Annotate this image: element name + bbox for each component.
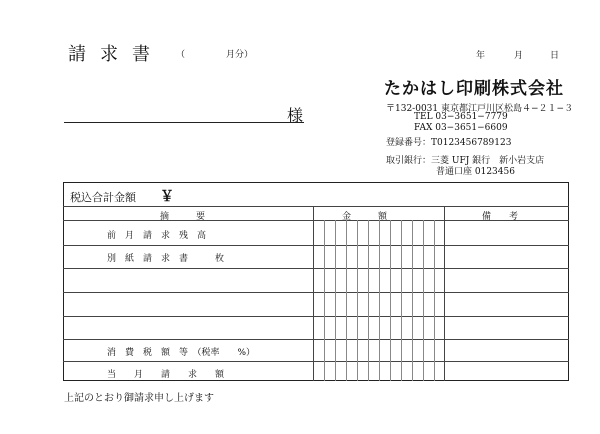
- digit-divider: [379, 220, 380, 381]
- bank-account: 普通口座 0123456: [436, 167, 515, 177]
- header-amount: 金 額: [342, 212, 388, 222]
- digit-divider: [423, 220, 424, 381]
- total-row-divider: [63, 206, 569, 207]
- date-year-label: 年: [476, 51, 486, 61]
- company-address: 〒132-0031 東京都江戸川区松島４−２１−３: [386, 104, 574, 114]
- billing-month-label: 月分）: [226, 50, 254, 60]
- digit-divider: [346, 220, 347, 381]
- digit-divider: [357, 220, 358, 381]
- row-divider: [63, 361, 569, 362]
- date-month-label: 月: [514, 51, 524, 61]
- company-fax: FAX 03−3651−6609: [414, 123, 508, 133]
- row-previous-balance: 前 月 請 求 残 高: [107, 231, 207, 241]
- yen-symbol: ￥: [160, 189, 174, 205]
- column-divider: [313, 206, 314, 381]
- billing-month-open: （: [176, 50, 186, 60]
- company-tel: TEL 03−3651−7779: [414, 112, 508, 122]
- total-amount-label: 税込合計金額: [70, 191, 136, 204]
- document-title: 請求書: [68, 44, 164, 65]
- row-consumption-tax: 消 費 税 額 等 （税率 %）: [107, 348, 256, 358]
- digit-divider: [368, 220, 369, 381]
- row-divider: [63, 316, 569, 317]
- recipient-line: [64, 122, 304, 123]
- header-remarks: 備 考: [482, 212, 519, 222]
- digit-divider: [335, 220, 336, 381]
- digit-divider: [390, 220, 391, 381]
- company-name: たかはし印刷株式会社: [384, 79, 564, 99]
- header-summary: 摘 要: [160, 212, 206, 222]
- date-day-label: 日: [550, 51, 560, 61]
- row-divider: [63, 268, 569, 269]
- row-divider: [63, 292, 569, 293]
- bank-info: 取引銀行：三菱 UFJ 銀行 新小岩支店: [386, 156, 545, 166]
- digit-divider: [434, 220, 435, 381]
- digit-divider: [401, 220, 402, 381]
- row-current-invoice: 当 月 請 求 額: [107, 370, 225, 380]
- footer-note: 上記のとおり御請求申し上げます: [64, 393, 214, 404]
- row-divider: [63, 339, 569, 340]
- recipient-suffix: 様: [287, 106, 304, 125]
- registration-number: 登録番号：T0123456789123: [386, 138, 512, 148]
- row-attached-invoices: 別 紙 請 求 書 枚: [107, 254, 225, 264]
- column-divider: [444, 206, 445, 381]
- row-divider: [63, 245, 569, 246]
- digit-divider: [412, 220, 413, 381]
- digit-divider: [324, 220, 325, 381]
